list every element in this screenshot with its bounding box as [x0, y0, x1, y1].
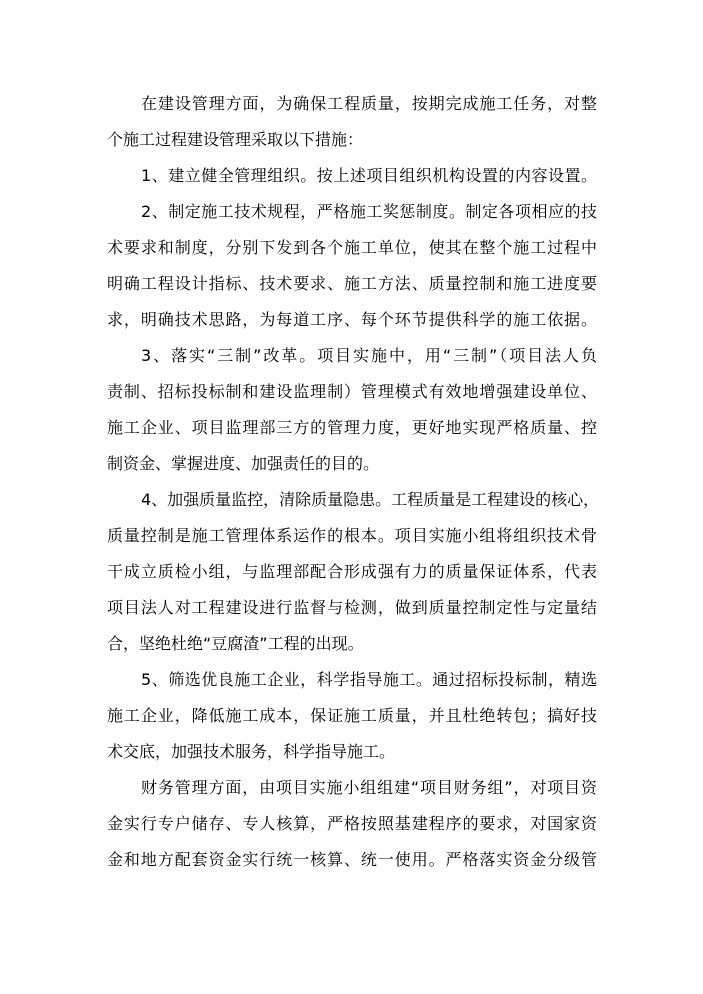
paragraph-line: 施工企业，降低施工成本，保证施工质量，并且杜绝转包；搞好技: [107, 706, 597, 725]
paragraph-line: 合，坚绝杜绝“豆腐渣”工程的出现。: [107, 634, 364, 653]
paragraph-line: 2、制定施工技术规程，严格施工奖惩制度。制定各项相应的技: [141, 202, 597, 221]
paragraph-line: 个施工过程建设管理采取以下措施：: [107, 130, 364, 149]
paragraph-line: 术要求和制度，分别下发到各个施工单位，使其在整个施工过程中: [107, 238, 597, 257]
paragraph-line: 术交底，加强技术服务，科学指导施工。: [107, 742, 396, 761]
paragraph-line: 财务管理方面，由项目实施小组组建“项目财务组”，对项目资: [141, 778, 597, 797]
paragraph-line: 5、筛选优良施工企业，科学指导施工。通过招标投标制，精选: [141, 670, 597, 689]
paragraph-line: 责制、招标投标制和建设监理制）管理模式有效地增强建设单位、: [107, 382, 597, 401]
paragraph-line: 干成立质检小组，与监理部配合形成强有力的质量保证体系，代表: [107, 562, 597, 581]
paragraph-line: 1、建立健全管理组织。按上述项目组织机构设置的内容设置。: [141, 166, 597, 185]
paragraph-line: 4、加强质量监控，清除质量隐患。工程质量是工程建设的核心，: [141, 490, 600, 509]
paragraph-line: 金实行专户储存、专人核算，严格按照基建程序的要求，对国家资: [107, 814, 597, 833]
paragraph-line: 3、落实“三制”改革。项目实施中，用“三制”（项目法人负: [141, 346, 597, 365]
paragraph-line: 在建设管理方面，为确保工程质量，按期完成施工任务，对整: [141, 94, 597, 113]
paragraph-line: 明确工程设计指标、技术要求、施工方法、质量控制和施工进度要: [107, 274, 597, 293]
paragraph-line: 施工企业、项目监理部三方的管理力度，更好地实现严格质量、控: [107, 418, 597, 437]
paragraph-line: 金和地方配套资金实行统一核算、统一使用。严格落实资金分级管: [107, 850, 597, 869]
paragraph-line: 求，明确技术思路，为每道工序、每个环节提供科学的施工依据。: [107, 310, 597, 329]
paragraph-line: 项目法人对工程建设进行监督与检测，做到质量控制定性与定量结: [107, 598, 597, 617]
paragraph-line: 制资金、掌握进度、加强责任的目的。: [107, 454, 380, 473]
paragraph-line: 质量控制是施工管理体系运作的根本。项目实施小组将组织技术骨: [107, 526, 597, 545]
